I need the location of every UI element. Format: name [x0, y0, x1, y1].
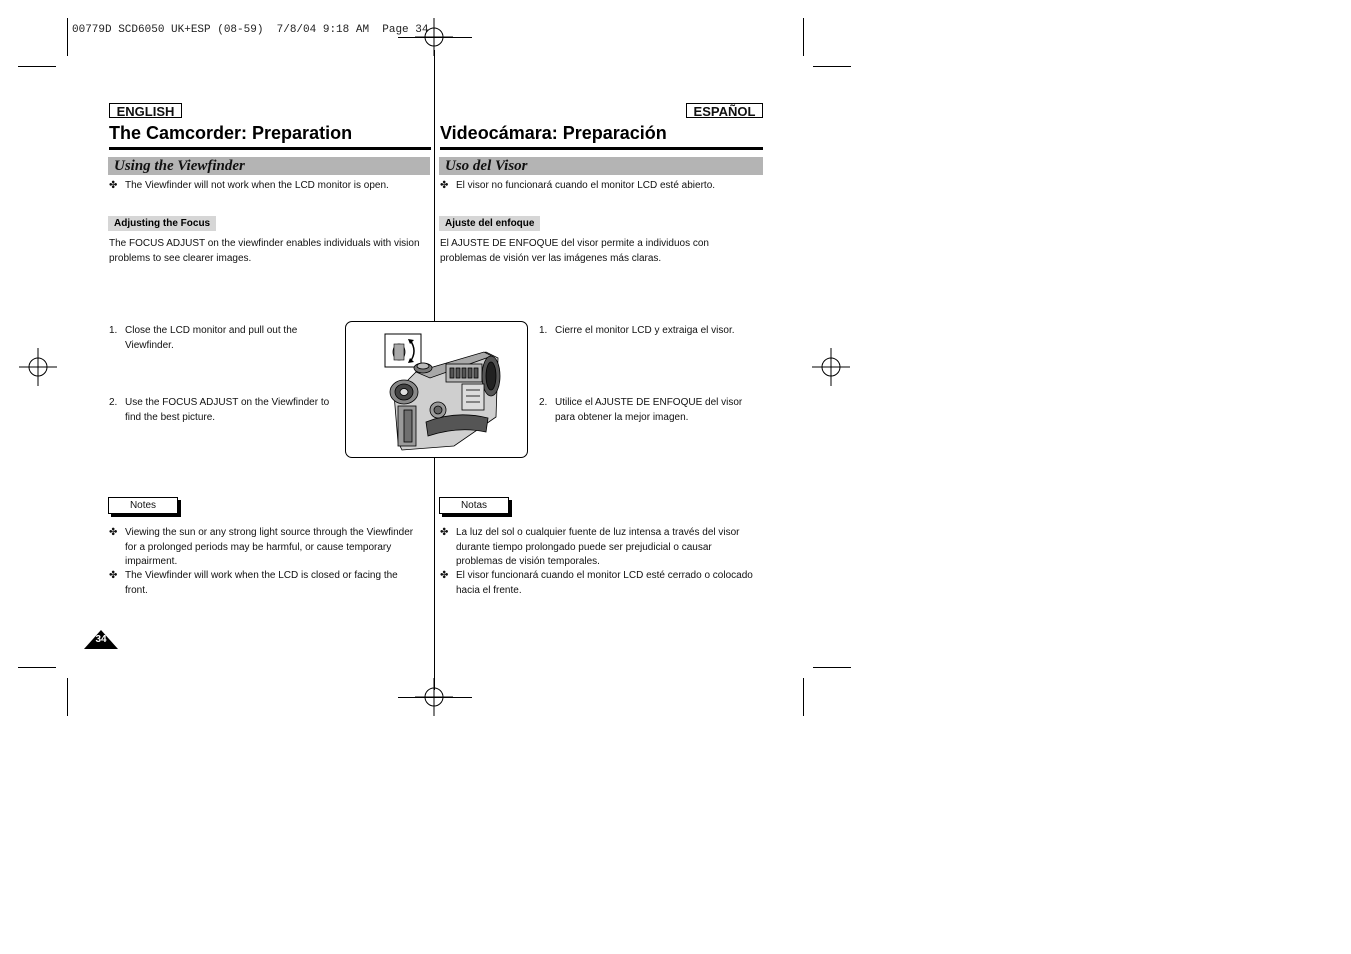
registration-mark-icon — [19, 348, 57, 386]
crop-mark-icon — [67, 18, 68, 56]
spanish-language-badge: ESPAÑOL — [686, 103, 763, 118]
spanish-step-2: 2. Utilice el AJUSTE DE ENFOQUE del visor para obtener la mejor imagen. — [539, 397, 743, 423]
bullet-icon: ✤ — [109, 180, 118, 191]
bullet-icon: ✤ — [109, 527, 118, 538]
bullet-icon: ✤ — [440, 180, 449, 191]
english-paragraph-line: The FOCUS ADJUST on the viewfinder enables individuals with vision — [109, 238, 420, 249]
english-note-2: ✤ The Viewfinder will work when the LCD is closed or facing the front. — [109, 570, 398, 596]
crop-mark-icon — [18, 66, 56, 67]
english-section-heading: Using the Viewfinder — [108, 157, 430, 175]
spanish-step-1: 1. Cierre el monitor LCD y extraiga el visor. — [539, 325, 735, 336]
crop-mark-icon — [18, 667, 56, 668]
spanish-page-title: Videocámara: Preparación — [440, 123, 667, 143]
page-number: 34 — [95, 634, 107, 645]
english-subheading: Adjusting the Focus — [108, 216, 216, 231]
spanish-section-heading: Uso del Visor — [439, 157, 763, 175]
spanish-paragraph-line: El AJUSTE DE ENFOQUE del visor permite a individuos con — [440, 238, 709, 249]
english-step-1: 1. Close the LCD monitor and pull out the Viewfinder. — [109, 325, 298, 351]
english-language-badge: ENGLISH — [109, 103, 182, 118]
spanish-paragraph-line: problemas de visión ver las imágenes más claras. — [440, 253, 662, 264]
spanish-subheading: Ajuste del enfoque — [439, 216, 540, 231]
registration-mark-icon — [812, 348, 850, 386]
spanish-title-rule — [440, 147, 763, 150]
bullet-icon: ✤ — [440, 527, 449, 538]
english-note-1: ✤ Viewing the sun or any strong light source through the Viewfinder for a prolonged periods may be harmful, or cause temporary impairment. — [109, 527, 414, 567]
crop-mark-icon — [803, 678, 804, 716]
camcorder-illustration — [345, 321, 528, 458]
spanish-note-2: ✤ El visor funcionará cuando el monitor LCD esté cerrado o colocado hacia el frente. — [440, 570, 753, 596]
spanish-notes-label: Notas — [439, 497, 509, 514]
english-title-rule — [109, 147, 431, 150]
english-step-2: 2. Use the FOCUS ADJUST on the Viewfinder to find the best picture. — [109, 397, 330, 423]
spanish-note-1: ✤ La luz del sol o cualquier fuente de luz intensa a través del visor durante tiempo prolongado puede ser prejudicial o causar problemas de visión temporales. — [440, 527, 740, 567]
print-slug: 00779D SCD6050 UK+ESP (08-59) 7/8/04 9:18 AM Page 34 — [72, 24, 429, 36]
crop-mark-icon — [813, 66, 851, 67]
english-paragraph-line: problems to see clearer images. — [109, 253, 252, 264]
crop-mark-icon — [803, 18, 804, 56]
english-page-title: The Camcorder: Preparation — [109, 123, 353, 143]
reg-extension-line — [398, 697, 472, 698]
crop-mark-icon — [67, 678, 68, 716]
english-notes-label: Notes — [108, 497, 178, 514]
crop-mark-icon — [813, 667, 851, 668]
bullet-icon: ✤ — [440, 570, 449, 581]
bullet-icon: ✤ — [109, 570, 118, 581]
